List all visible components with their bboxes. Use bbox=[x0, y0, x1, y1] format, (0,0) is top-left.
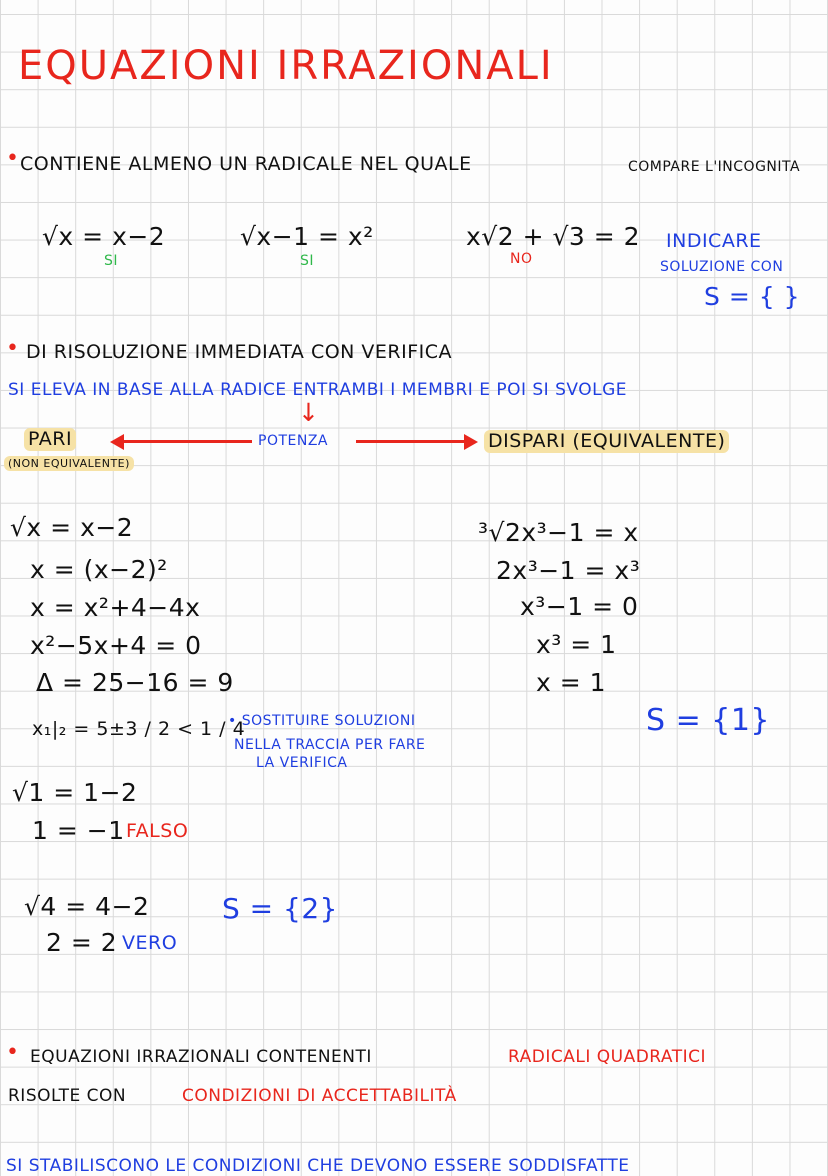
section2-heading: DI RISOLUZIONE IMMEDIATA CON VERIFICA bbox=[26, 341, 453, 363]
section3-line2-red: CONDIZIONI DI ACCETTABILITÀ bbox=[182, 1086, 457, 1106]
vero-label: VERO bbox=[122, 932, 178, 954]
note-line-3: S = { } bbox=[704, 282, 800, 311]
center-label: POTENZA bbox=[258, 433, 328, 449]
left-sublabel: (NON EQUIVALENTE) bbox=[4, 456, 134, 471]
right-step-1: ³√2x³−1 = x bbox=[478, 518, 639, 547]
left-solution: S = {2} bbox=[222, 892, 338, 925]
section2-subheading: SI ELEVA IN BASE ALLA RADICE ENTRAMBI I MEMBRI E POI SI SVOLGE bbox=[8, 380, 627, 400]
right-step-2: 2x³−1 = x³ bbox=[496, 556, 641, 585]
note-line-2: SOLUZIONE CON bbox=[660, 259, 784, 275]
section3-text: EQUAZIONI IRRAZIONALI CONTENENTI bbox=[30, 1047, 372, 1067]
substitute-note-2: NELLA TRACCIA PER FARE bbox=[234, 737, 426, 753]
arrow-line bbox=[122, 440, 252, 443]
step-1: √x = x−2 bbox=[10, 513, 134, 542]
falso-label: FALSO bbox=[126, 820, 189, 842]
left-label: PARI bbox=[24, 428, 76, 451]
step-4: x²−5x+4 = 0 bbox=[30, 631, 202, 660]
right-step-4: x³ = 1 bbox=[536, 630, 617, 659]
example-1-label: SI bbox=[104, 253, 119, 269]
example-2-label: SI bbox=[300, 253, 315, 269]
example-2: √x−1 = x² bbox=[240, 222, 374, 251]
bullet: • bbox=[6, 336, 20, 361]
right-label: DISPARI (EQUIVALENTE) bbox=[484, 430, 729, 453]
substitute-note-3: LA VERIFICA bbox=[256, 755, 348, 771]
step-3: x = x²+4−4x bbox=[30, 593, 201, 622]
section3-text-red: RADICALI QUADRATICI bbox=[508, 1047, 707, 1067]
right-step-3: x³−1 = 0 bbox=[520, 592, 639, 621]
arrow-down-icon: ↓ bbox=[298, 398, 320, 427]
bullet: • bbox=[6, 146, 20, 171]
substitute-note-1: • SOSTITUIRE SOLUZIONI bbox=[228, 713, 416, 729]
check-1: √1 = 1−2 bbox=[12, 778, 138, 807]
check-2-result: 2 = 2 bbox=[46, 928, 118, 957]
section3-line2: RISOLTE CON bbox=[8, 1086, 127, 1106]
arrow-line bbox=[356, 440, 466, 443]
note-line-1: INDICARE bbox=[666, 230, 762, 252]
example-1: √x = x−2 bbox=[42, 222, 166, 251]
example-3-label: NO bbox=[510, 251, 533, 267]
check-2: √4 = 4−2 bbox=[24, 892, 150, 921]
right-step-5: x = 1 bbox=[536, 668, 607, 697]
bullet: • bbox=[6, 1040, 20, 1065]
page-title: EQUAZIONI IRRAZIONALI bbox=[18, 43, 554, 89]
step-2: x = (x−2)² bbox=[30, 555, 168, 584]
definition-text: CONTIENE ALMENO UN RADICALE NEL QUALE bbox=[20, 153, 472, 175]
example-3: x√2 + √3 = 2 bbox=[466, 222, 641, 251]
definition-text-right: COMPARE L'INCOGNITA bbox=[628, 159, 801, 175]
check-1-result: 1 = −1 bbox=[32, 816, 125, 845]
step-5: Δ = 25−16 = 9 bbox=[36, 668, 234, 697]
right-solution: S = {1} bbox=[646, 703, 771, 738]
arrow-right-icon bbox=[464, 434, 478, 450]
section3-line3: SI STABILISCONO LE CONDIZIONI CHE DEVONO ESSERE SODDISFATTE bbox=[6, 1156, 630, 1176]
step-6: x₁|₂ = 5±3 / 2 < 1 / 4 bbox=[32, 718, 246, 740]
